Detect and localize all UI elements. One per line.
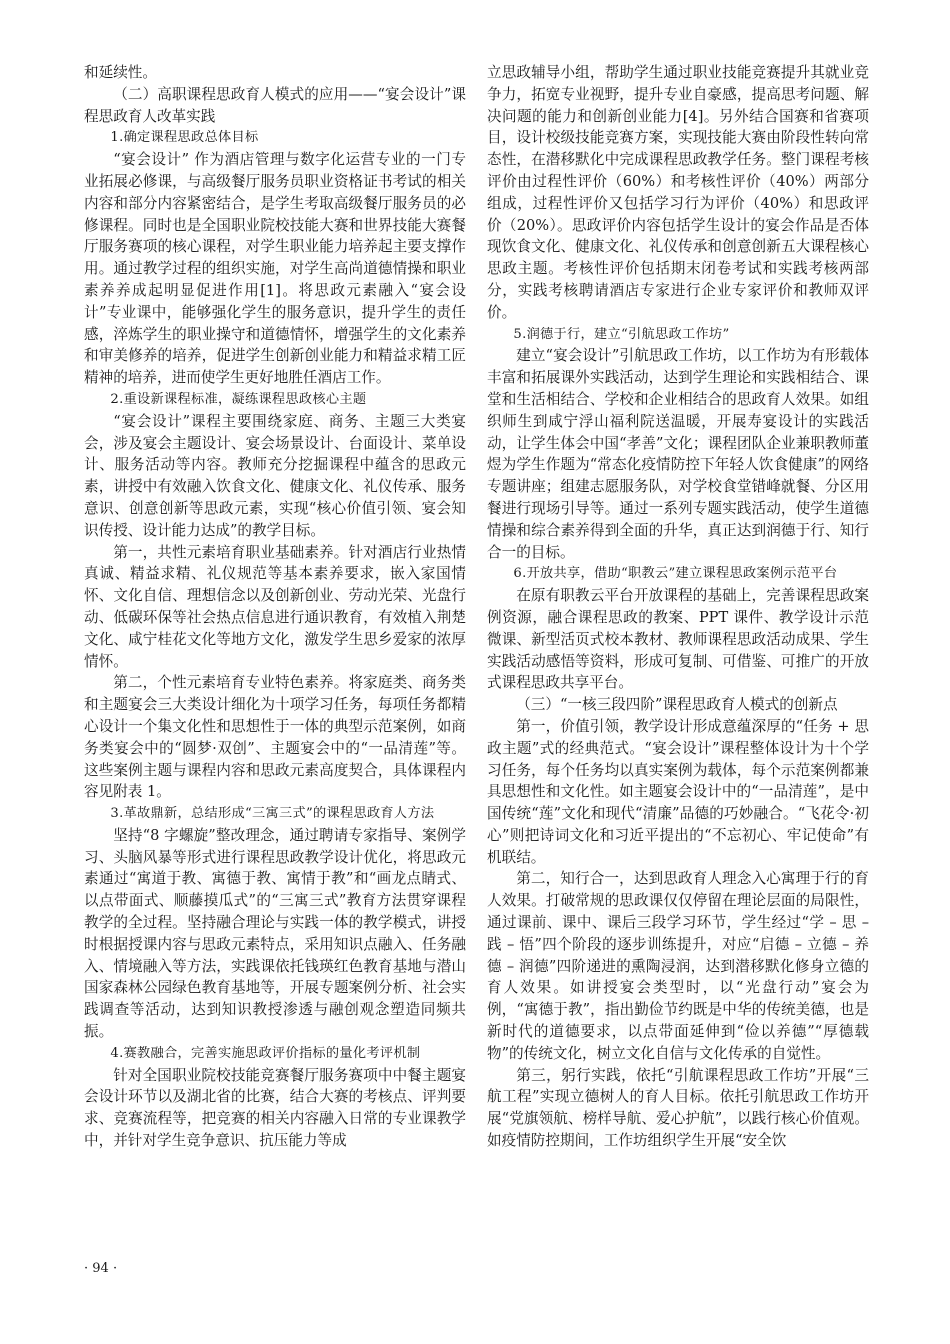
continued-paragraph: 和延续性。 — [84, 64, 157, 81]
subheading: 4.赛教融合，完善实施思政评价指标的量化考评机制 — [110, 1045, 421, 1061]
section-heading: （三）“一核三段四阶”课程思政育人模式的创新点 — [516, 696, 838, 714]
paragraph: “宴会设计” 作为酒店管理与数字化运营专业的一门专业拓展必修课，与高级餐厅服务员职业资格证书考试的相关内容和部分内容紧密结合，是学生考取高级餐厅服务员的必修课程。同时也是全国职业院校技能大赛和世界技能大赛餐厅服务赛项的核心课程，对学生职业能力培养起主要支撑作用。通过教学过程的组织实施，对学生高尚道德情操和职业素养养成起明显促进作用[1]。将思政元素融入“宴会设计”专业课中，能够强化学生的服务意识，提升学生的责任感，淬炼学生的职业操守和道德情怀，增强学生的文化素养和审美修养的培养，促进学生创新创业能力和精益求精工匠精神的培养，进而使学生更好地胜任酒店工作。 — [84, 151, 466, 387]
left-column — [84, 62, 466, 1152]
subheading: 2.重设新课程标准，凝练课程思政核心主题 — [110, 391, 367, 407]
subheading: 6.开放共享，借助“职教云”建立课程思政案例示范平台 — [513, 566, 838, 582]
paragraph: 坚持“8 字螺旋”整改理念，通过聘请专家指导、案例学习、头脑风暴等形式进行课程思政教学设计优化，将思政元素通过“寓道于教、寓德于教、寓情于教”和“画龙点睛式、以点带面式、顺藤摸瓜式”的“三寓三式”教育方法贯穿课程教学的全过程。坚持融合理论与实践一体的教学模式，讲授时根据授课内容与思政元素特点，采用知识点融入、任务融入、情境融入等方法，实践课依托钱瑛红色教育基地与潜山国家森林公园绿色教育基地等，开展专题案例分析、社会实践调查等活动，达到知识教授渗透与融创观念塑造同频共振。 — [84, 826, 466, 1041]
subheading: 1.确定课程思政总体目标 — [110, 130, 259, 146]
paragraph: 第一，共性元素培育职业基础素养。针对酒店行业热情真诚、精益求精、礼仪规范等基本素养要求，嵌入家国情怀、文化自信、理想信念以及创新创业、劳动光荣、光盘行动、低碳环保等社会热点信息进行通识教育，有效植入荆楚文化、咸宁桂花文化等地方文化，激发学生思乡爱家的浓厚情怀。 — [84, 543, 466, 670]
continued-paragraph: 立思政辅导小组，帮助学生通过职业技能竞赛提升其就业竞争力，拓宽专业视野，提升专业自豪感，提高思考问题、解决问题的能力和创新创业能力[4]。另外结合国赛和省赛项目，设计校级技能竞赛方案，实现技能大赛由阶段性转向常态性，在潜移默化中完成课程思政教学任务。整门课程考核评价由过程性评价（60%）和考核性评价（40%）两部分组成，过程性评价又包括学习行为评价（40%）和思政评价（20%）。思政评价内容包括学生设计的宴会作品是否体现饮食文化、健康文化、礼仪传承和创意创新五大课程核心思政主题。考核性评价包括期末闭卷考试和实践考核两部分，实践考核聘请酒店专家进行企业专家评价和教师双评价。 — [487, 64, 869, 321]
right-column — [487, 62, 869, 1152]
paragraph: 第三，躬行实践，依托“引航课程思政工作坊”开展“三航工程”实现立德树人的育人目标。依托引航思政工作坊开展“党旗领航、榜样导航、爱心护航”，以践行核心价值观。如疫情防控期间，工作坊组织学生开展“安全饮 — [487, 1066, 869, 1150]
paragraph: “宴会设计”课程主要围绕家庭、商务、主题三大类宴会，涉及宴会主题设计、宴会场景设计、台面设计、菜单设计、服务活动等内容。教师充分挖掘课程中蕴含的思政元素，讲授中有效融入饮食文化、健康文化、礼仪传承、服务意识、创意创新等思政元素，实现“核心价值引领、宴会知识传授、设计能力达成”的教学目标。 — [84, 412, 466, 539]
section-heading: （二）高职课程思政育人模式的应用——“宴会设计”课程思政育人改革实践 — [84, 85, 466, 125]
paragraph: 在原有职教云平台开放课程的基础上，完善课程思政案例资源，融合课程思政的教案、PPT 课件、教学设计示范微课、新型活页式校本教材、教师课程思政活动成果、学生实践活动感悟等资料，形成可复制、可借鉴、可推广的开放式课程思政共享平台。 — [487, 587, 869, 692]
paragraph: 第二，知行合一，达到思政育人理念入心寓理于行的育人效果。打破常规的思政课仅仅停留在理论层面的局限性，通过课前、课中、课后三段学习环节，学生经过“学 – 思 – 践 – 悟”四个阶段的逐步训练提升，对应“启德 – 立德 – 养德 – 润德”四阶递进的熏陶浸润，达到潜移默化修身立德的育人效果。如讲授宴会类型时，以“光盘行动”宴会为例，“寓德于教”，指出勤俭节约既是中华的传统美德，也是新时代的道德要求，以点带面延伸到“俭以养德”“厚德载物”的传统文化，树立文化自信与文化传承的自觉性。 — [487, 870, 869, 1062]
paragraph: 建立“宴会设计”引航思政工作坊，以工作坊为有形载体丰富和拓展课外实践活动，达到学生理论和实践相结合、课堂和生活相结合、学校和企业相结合的思政育人效果。如组织师生到咸宁浮山福利院送温暖，开展寿宴设计的实践活动，让学生体会中国“孝善”文化；课程团队企业兼职教师董煜为学生作题为“常态化疫情防控下年轻人饮食健康”的网络专题讲座；组建志愿服务队，对学校食堂错峰就餐、分区用餐进行现场引导等。通过一系列专题实践活动，使学生道德情操和综合素养得到全面的升华，真正达到润德于行、知行合一的目标。 — [487, 347, 869, 561]
subheading: 5.润德于行，建立“引航思政工作坊” — [513, 326, 730, 342]
page-number: · 94 · — [84, 1261, 118, 1276]
paragraph: 针对全国职业院校技能竞赛餐厅服务赛项中中餐主题宴会设计环节以及湖北省的比赛，结合大赛的考核点、评判要求、竞赛流程等，把竞赛的相关内容融入日常的专业课教学中，并针对学生竞争意识、抗压能力等成 — [84, 1066, 466, 1150]
subheading: 3.革故鼎新，总结形成“三寓三式”的课程思政育人方法 — [110, 806, 435, 822]
paragraph: 第一，价值引领，教学设计形成意蕴深厚的“任务 + 思政主题”式的经典范式。“宴会设计”课程整体设计为十个学习任务，每个任务均以真实案例为载体，每个示范案例都兼具思想性和文化性。如主题宴会设计中的“一品清莲”，是中国传统“莲”文化和现代“清廉”品德的巧妙融合。“飞花令·初心”则把诗词文化和习近平提出的“不忘初心、牢记使命”有机联结。 — [487, 717, 869, 866]
paragraph: 第二，个性元素培育专业特色素养。将家庭类、商务类和主题宴会三大类设计细化为十项学习任务，每项任务都精心设计一个集文化性和思想性于一体的典型示范案例，如商务类宴会中的“圆梦·双创”、主题宴会中的“一品清莲”等。这些案例主题与课程内容和思政元素高度契合，具体课程内容见附表 1。 — [84, 674, 466, 801]
